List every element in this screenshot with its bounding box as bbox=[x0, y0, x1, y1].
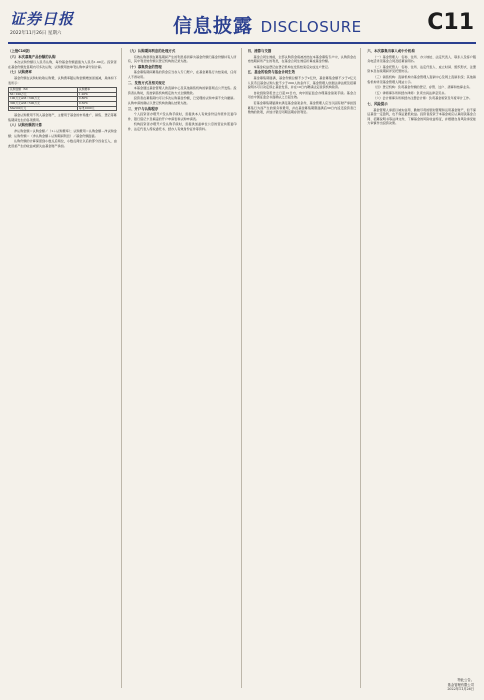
body-paragraph: 自收到验资报告之日起10日内，向中国证监会办理基金备案手续。基金合同自中国证监会书面确认之日起生效。 bbox=[247, 90, 357, 100]
body-paragraph: 认购份额的计算保留到小数点后两位，小数点两位以后的部分四舍五入，由此误差产生的收益或损失由基金财产承担。 bbox=[8, 139, 117, 148]
body-paragraph: 净认购金额＝认购金额／（1＋认购费率）；认购费用＝认购金额－净认购金额；认购份额＝（净认购金额＋认购期间利息）／基金份额面值。 bbox=[8, 128, 117, 138]
body-paragraph: 基金募集期间募集的资金应当存入专门账户，在基金募集行为结束前，任何人不得动用。 bbox=[127, 70, 237, 79]
table-cell: 认购金额（M） bbox=[9, 88, 78, 93]
body-paragraph: 基金募集期届满，基金份额总额不少于2亿份，基金募集金额不少于2亿元人民币且基金认购人数不少于200人的条件下，基金管理人依据法律法规及招募说明书可以决定停止基金发售，并在10日内聘请法定验资机构验资。 bbox=[247, 75, 357, 90]
body-paragraph: （五）律师事务所和经办律师：负责出具法律意见书。 bbox=[373, 90, 448, 95]
body-paragraph: 本基金通过基金管理人的直销中心及其他销售机构的销售网点公开发售。投资者认购时，需按销售机构规定的方式全额缴款。 bbox=[127, 86, 237, 95]
table-cell: 0.50% bbox=[77, 101, 116, 106]
section-heading: （六）本次募集产品份额的认购 bbox=[8, 54, 56, 59]
masthead bbox=[8, 6, 476, 44]
table-cell: 0.80% bbox=[77, 97, 116, 102]
text-column bbox=[367, 48, 476, 688]
table-cell: 认购费率 bbox=[77, 88, 116, 93]
table-cell: 每笔1000元 bbox=[77, 106, 116, 111]
body-paragraph: 若基金募集期届满未满足基金备案条件，基金管理人应当以固有财产承担因募集行为而产生的债务和费用，并在基金募集期限届满后30日内返还投资者已缴纳的款项，并加计银行同期活期存款利息。 bbox=[247, 100, 357, 115]
page-number: C11 bbox=[427, 10, 474, 35]
table-row bbox=[9, 106, 117, 111]
section-heading: 五、基金的验资与基金合同生效 bbox=[247, 70, 295, 75]
body-paragraph: 基金份额在认购时收取认购费，认购费率随认购金额增加而递减，具体如下表所示： bbox=[8, 75, 117, 85]
signature-line: 特此公告。 bbox=[457, 678, 474, 683]
section-heading: 七、风险提示 bbox=[367, 101, 388, 106]
text-column bbox=[248, 48, 362, 688]
body-paragraph: 本基金权益登记由登记机构在发售结束后完成过户登记。 bbox=[253, 64, 331, 69]
footer-signature bbox=[447, 678, 474, 692]
article-columns bbox=[8, 48, 476, 688]
body-paragraph: 投资者在募集期内可以多次认购基金份额，已受理的认购申请不允许撤销。认购申请的确认以登记机构的确认结果为准。 bbox=[127, 96, 237, 105]
table-cell: 300万元≤M＜500万元 bbox=[9, 101, 78, 106]
section-heading: （十）募集资金的管理 bbox=[127, 64, 162, 69]
body-paragraph: 有效认购款项在募集期间产生的利息将折算为基金份额归基金份额持有人所有，其中利息转份额以登记机构的记录为准。 bbox=[127, 54, 237, 64]
body-paragraph: （三）销售机构：直销机构为基金管理人直销中心及网上直销系统；其他销售机构详见基金管理人网站公示。 bbox=[367, 74, 476, 84]
section-heading: （上接C10版） bbox=[8, 49, 33, 53]
section-heading: 四、清算与交割 bbox=[247, 49, 272, 53]
table-cell: 100万元≤M＜300万元 bbox=[9, 97, 78, 102]
section-heading: （八）认购份额的计算 bbox=[8, 123, 42, 128]
body-paragraph: 基金合同生效前，全部认购资金将被冻结在本基金募集专户中，认购资金在冻结期间所产生的利息，在基金合同生效后折算成基金份额。 bbox=[247, 54, 357, 64]
issue-date-line: 2022年11月26日 星期六 bbox=[10, 31, 62, 36]
section-heading: 三、开户与认购程序 bbox=[127, 106, 159, 111]
body-paragraph: （一）基金管理人：名称、住所、办公地址、法定代表人、联系人及客户服务电话详见基金合同及招募说明书。 bbox=[367, 54, 476, 64]
section-title-cn: 信息披露 bbox=[173, 15, 254, 37]
section-heading: （七）认购费率 bbox=[8, 70, 32, 75]
body-paragraph: （四）登记机构：负责基金份额的登记、存管、过户、清算和结算业务。 bbox=[373, 85, 473, 90]
newspaper-logo: 证券日报 bbox=[10, 10, 75, 28]
body-paragraph: 基金管理人承诺以诚实信用、勤勉尽责的原则管理和运用基金财产，但不保证基金一定盈利，也不保证最低收益。投资者投资于本基金前应认真阅读基金合同、招募说明书等法律文件，了解基金的风险收益特征，并根据自身风险承受能力审慎作出投资决策。 bbox=[367, 107, 476, 126]
table-cell: M＜100万元 bbox=[9, 92, 78, 97]
section-title bbox=[173, 11, 362, 38]
table-cell: 1.20% bbox=[77, 92, 116, 97]
section-heading: （九）认购期间利息的处理方式 bbox=[127, 49, 176, 53]
announcement-date: 2022年11月26日 bbox=[447, 687, 474, 692]
body-paragraph: 个人投资者办理开户及认购手续时，需提供本人有效身份证件原件及复印件、银行借记卡及填妥的开户申请表和认购申请表。 bbox=[127, 112, 237, 121]
text-column bbox=[8, 48, 122, 688]
table-cell: M≥500万元 bbox=[9, 106, 78, 111]
section-heading: 二、发售方式及相关规定 bbox=[127, 80, 166, 85]
body-paragraph: 本次认购份额以人民币认购，每份基金份额面值为人民币1.00元。投资者在基金份额发售期内可多次认购，认购费用按单笔认购申请分别计算。 bbox=[8, 60, 117, 69]
company-name: 基金管理有限公司 bbox=[447, 682, 474, 687]
fee-table bbox=[8, 87, 117, 111]
body-paragraph: 基金认购费用不列入基金财产，主要用于基金的市场推广、销售、登记等募集期间发生的各项费用。 bbox=[8, 113, 117, 122]
body-paragraph: （六）会计师事务所和经办注册会计师：负责基金验资及年度审计工作。 bbox=[373, 96, 473, 101]
body-paragraph: 机构投资者办理开户及认购手续时，需提供加盖单位公章的营业执照复印件、法定代表人授权委托书、经办人有效身份证件等资料。 bbox=[127, 122, 237, 131]
text-column bbox=[128, 48, 242, 688]
section-heading: 六、本次募集当事人或中介机构 bbox=[367, 49, 415, 53]
body-paragraph: （二）基金托管人：名称、住所、法定代表人、成立时间、组织形式、注册资本及存续期间详见托管协议。 bbox=[367, 64, 476, 74]
section-title-en: DISCLOSURE bbox=[260, 18, 362, 36]
